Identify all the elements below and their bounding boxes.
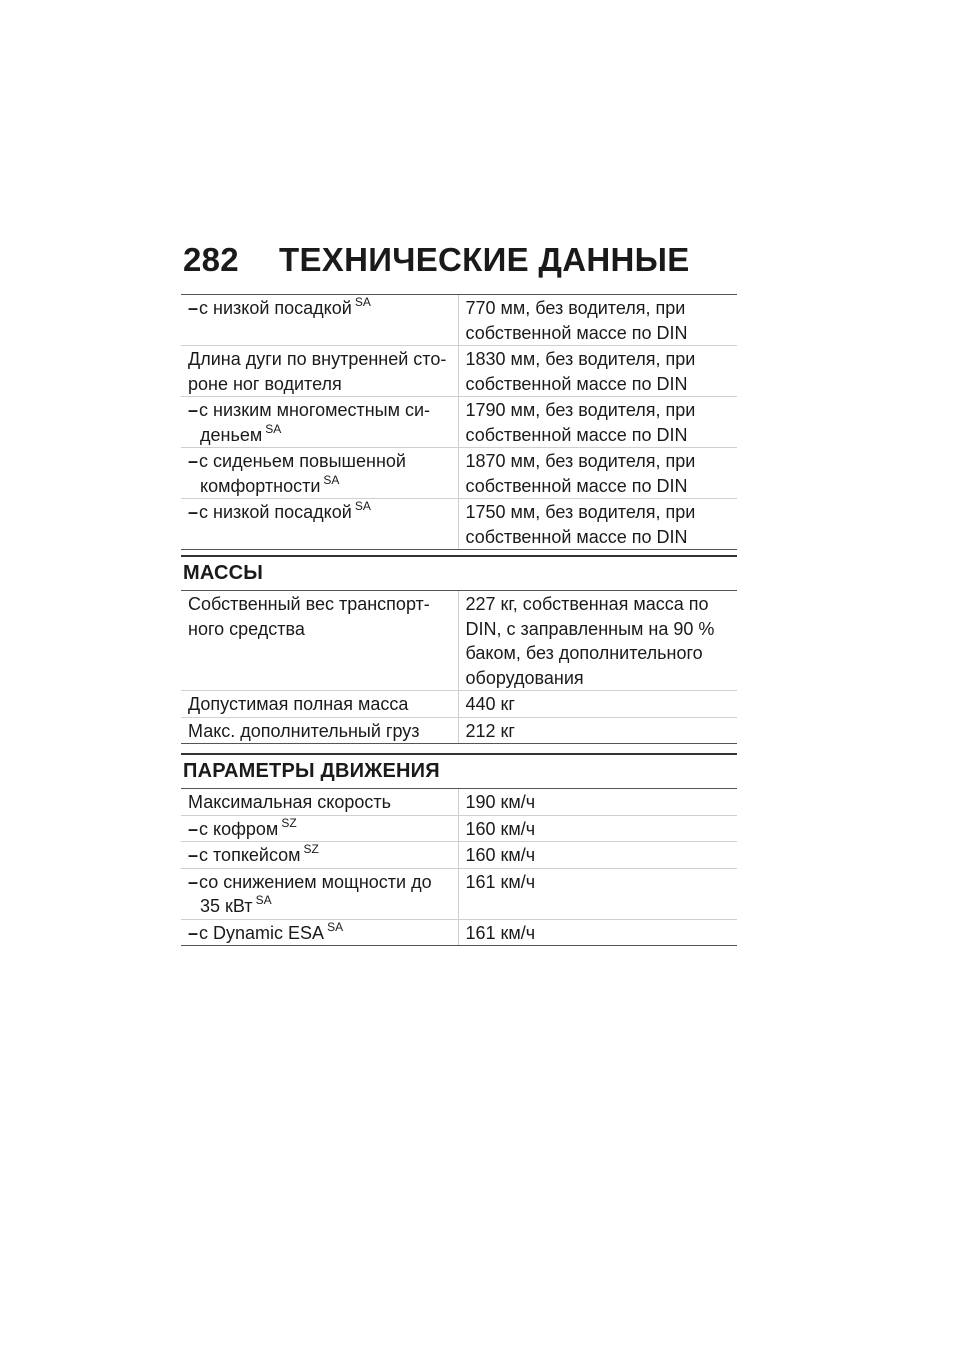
masses-table [181, 591, 737, 744]
table-row [181, 789, 737, 815]
row-label: –с сиденьем повышенной комфортности $^{SA}$ [181, 448, 458, 499]
page-number: 282 [183, 241, 239, 278]
page-header [183, 240, 743, 280]
section-title-masses: МАССЫ [183, 562, 264, 584]
table-row [181, 717, 737, 744]
table-row [181, 397, 737, 448]
row-label: –со снижением мощности до 35 кВт $^{SA}$ [181, 868, 458, 919]
table-row [181, 295, 737, 346]
row-label: Собственный вес транспорт- ного средства [181, 591, 458, 691]
row-value: 161 км/ч [458, 919, 737, 946]
table-row [181, 691, 737, 718]
page-title: ТЕХНИЧЕСКИЕ ДАННЫЕ [279, 241, 690, 278]
section-title-driving: ПАРАМЕТРЫ ДВИЖЕНИЯ [183, 760, 440, 782]
row-value: 227 кг, собственная масса по DIN, с заправленным на 90 % баком, без дополнительного оборудования [458, 591, 737, 691]
row-value: 440 кг [458, 691, 737, 718]
row-label: Макс. дополнительный груз [181, 717, 458, 744]
row-value: 190 км/ч [458, 789, 737, 815]
table-row [181, 448, 737, 499]
row-value: 1870 мм, без водителя, при собственной массе по DIN [458, 448, 737, 499]
row-value: 1750 мм, без водителя, при собственной массе по DIN [458, 499, 737, 550]
section-rule [181, 555, 737, 557]
driving-table [181, 789, 737, 946]
row-value: 161 км/ч [458, 868, 737, 919]
dimensions-table [181, 295, 737, 550]
row-label: –с топкейсом $^{SZ}$ [181, 842, 458, 869]
table-row [181, 815, 737, 842]
row-label: Длина дуги по внутренней сто- роне ног водителя [181, 346, 458, 397]
table-row [181, 919, 737, 946]
row-value: 770 мм, без водителя, при собственной массе по DIN [458, 295, 737, 346]
table-row [181, 842, 737, 869]
row-value: 160 км/ч [458, 842, 737, 869]
row-label: –с Dynamic ESA $^{SA}$ [181, 919, 458, 946]
table-row [181, 868, 737, 919]
table-row [181, 499, 737, 550]
row-label: –с низким многоместным си- деньем $^{SA}$ [181, 397, 458, 448]
row-label: –с низкой посадкой $^{SA}$ [181, 295, 458, 346]
row-value: 212 кг [458, 717, 737, 744]
row-value: 1830 мм, без водителя, при собственной массе по DIN [458, 346, 737, 397]
row-label: Допустимая полная масса [181, 691, 458, 718]
row-label: –с низкой посадкой $^{SA}$ [181, 499, 458, 550]
row-label: –с кофром $^{SZ}$ [181, 815, 458, 842]
row-value: 160 км/ч [458, 815, 737, 842]
section-rule [181, 753, 737, 755]
table-row [181, 591, 737, 691]
row-label: Максимальная скорость [181, 789, 458, 815]
row-value: 1790 мм, без водителя, при собственной массе по DIN [458, 397, 737, 448]
table-row [181, 346, 737, 397]
